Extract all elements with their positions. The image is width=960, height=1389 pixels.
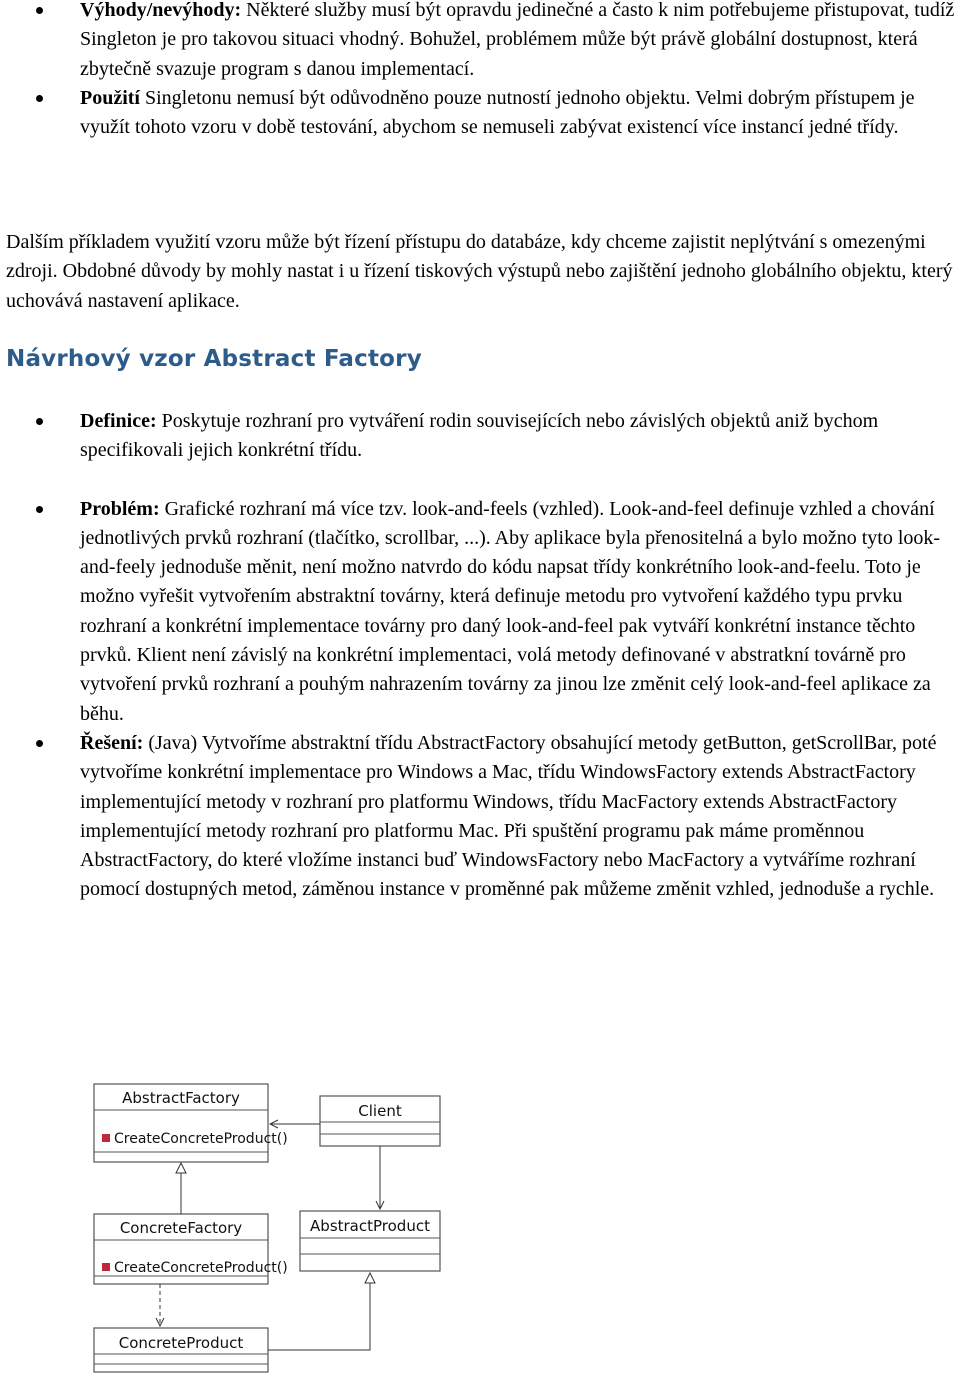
class-name: ConcreteProduct [118, 1334, 244, 1352]
class-name: Client [358, 1102, 402, 1120]
bullet-label: Řešení: [80, 731, 144, 754]
product-generalization [268, 1273, 370, 1350]
bullet-text: Grafické rozhraní má více tzv. look-and-feels (vzhled). Look-and-feel definuje vzhled a chování jednotlivých prvků rozhraní (tlačítko, scrollbar, ...). Aby aplikace byla přenositelná a bylo možno tyto look-and-feely jednoduše měnit, není možno natvrdo do kódu napsat třídy konkrétního look-and-feelu. Toto je možno vyřešit vytvořením abstraktní továrny, která definuje metodu pro vytvoření každého typu prvku rozhraní a konkrétní implementace továrny pro daný look-and-feel pak vytváří konkrétní instance těchto prvků. Klient není závislý na konkrétní implementaci, volá metody definované v abstratkní továrně pro vytvoření prvků rozhraní a pouhým nahrazením továrny za jinou lze změnit celý look-and-feel aplikace za běhu. [80, 497, 941, 725]
singleton-bullet-list [0, 0, 960, 142]
bullet-label: Výhody/nevýhody: [80, 0, 242, 21]
section-heading: Návrhový vzor Abstract Factory [6, 346, 422, 372]
bullet-item-usage [0, 84, 960, 143]
method-icon [102, 1134, 110, 1142]
bullet-item-solution [0, 729, 960, 905]
bullet-text: Některé služby musí být opravdu jedinečné a často k nim potřebujeme přistupovat, tudíž Singleton je pro takovou situaci vhodný. Bohužel, problémem může být právě globální dostupnost, která zbytečně svazuje program s danou implementací. [80, 0, 955, 80]
bullet-item-problem [0, 495, 960, 729]
bullet-label: Problém: [80, 497, 160, 520]
client-class [320, 1096, 440, 1146]
class-name: AbstractProduct [310, 1217, 430, 1235]
bullet-label: Použití [80, 86, 140, 109]
bullet-label: Definice: [80, 410, 157, 432]
method-name: CreateConcreteProduct() [114, 1260, 288, 1276]
bullet-text: (Java) Vytvoříme abstraktní třídu AbstractFactory obsahující metody getButton, getScrollBar, poté vytvoříme konkrétní implementace pro Windows a Mac, třídu WindowsFactory extends AbstractFactory implementující metody v rozhraní pro platformu Windows, třídu MacFactory extends AbstractFactory implementující metody rozhraní pro platformu Mac. Při spuštění programu pak máme proměnnou AbstractFactory, do které vložíme instanci buď WindowsFactory nebo MacFactory a vytváříme rozhraní pomocí dostupných metod, záměnou instance v proměnné pak můžeme změnit vzhled, jednoduše a rychle. [80, 731, 937, 901]
uml-class-diagram [90, 1076, 450, 1381]
method-name: CreateConcreteProduct() [114, 1131, 288, 1147]
concrete-factory-class [94, 1214, 288, 1284]
bullet-text: Poskytuje rozhraní pro vytváření rodin souvisejících nebo závislých objektů aniž bychom specifikovali jejich konkrétní třídu. [80, 410, 879, 462]
class-name: AbstractFactory [122, 1089, 240, 1107]
abstract-product-class [300, 1211, 440, 1271]
abstract-factory-bullet-list [0, 407, 960, 905]
bullet-text: Singletonu nemusí být odůvodněno pouze nutností jednoho objektu. Velmi dobrým přístupem je využít tohoto vzoru v době testování, abychom se nemuseli zabývat existencí více instancí jedné třídy. [80, 86, 915, 139]
body-paragraph: Dalším příkladem využití vzoru může být řízení přístupu do databáze, kdy chceme zajistit neplýtvání s omezenými zdroji. Obdobné důvody by mohly nastat i u řízení tiskových výstupů nebo zajištění jednoho globálního objektu, který uchovává nastavení aplikace. [6, 231, 953, 312]
method-icon [102, 1263, 110, 1271]
abstract-factory-class [94, 1084, 288, 1162]
bullet-item-advantages [0, 0, 960, 84]
class-name: ConcreteFactory [119, 1219, 243, 1237]
concrete-product-class [94, 1328, 268, 1372]
bullet-item-definition [0, 407, 960, 466]
